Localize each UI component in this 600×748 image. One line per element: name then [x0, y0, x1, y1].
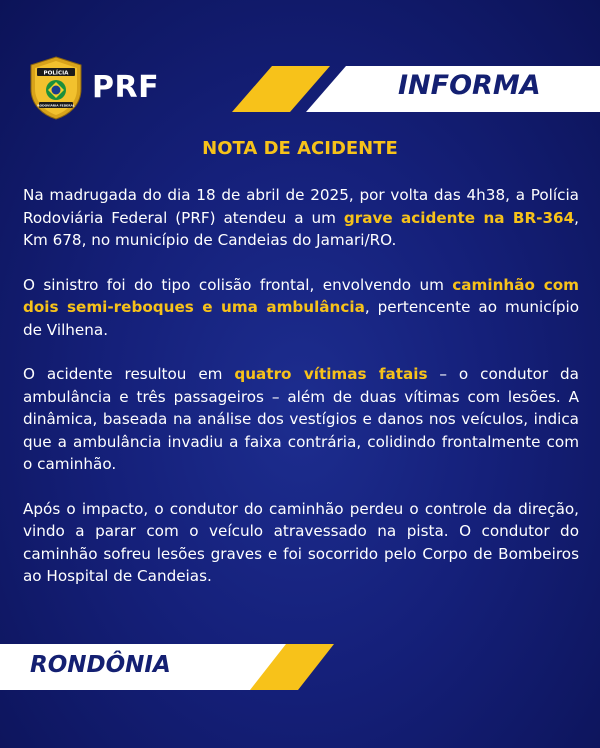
badge-bottom-text: RODOVIÁRIA FEDERAL — [37, 103, 75, 108]
highlight-victims: quatro vítimas fatais — [234, 365, 428, 383]
article-body — [23, 184, 579, 610]
highlight-vehicles: caminhão com dois semi-reboques e uma ambulância — [23, 275, 580, 316]
brand-name: PRF — [92, 70, 160, 105]
section-label: INFORMA — [398, 70, 541, 101]
paragraph-3: O acidente resultou em quatro vítimas fatais – o condutor da ambulância e três passageiros – além de duas vítimas com lesões. A dinâmica, baseada na análise dos vestígios e danos nos veículos, indica que a ambulância invadiu a faixa contrária, colidindo frontalmente com o caminhão. — [23, 365, 579, 473]
paragraph-4: Após o impacto, o condutor do caminhão perdeu o controle da direção, vindo a parar com o veículo atravessado na pista. O condutor do caminhão sofreu lesões graves e foi socorrido pelo Corpo de Bombeiros ao Hospital de Candeias. — [23, 499, 579, 585]
badge-top-text: POLÍCIA — [43, 70, 69, 77]
highlight-accident: grave acidente na BR-364 — [343, 208, 575, 227]
paragraph-2: O sinistro foi do tipo colisão frontal, envolvendo um caminhão com dois semi-reboques e uma ambulância, pertencente ao município de Vilhena. — [23, 275, 580, 339]
page-title: NOTA DE ACIDENTE — [202, 138, 398, 159]
region-label: RONDÔNIA — [30, 652, 171, 678]
paragraph-1: Na madrugada do dia 18 de abril de 2025, por volta das 4h38, a Polícia Rodoviária Federal (PRF) atendeu a um grave acidente na BR-364, Km 678, no município de Candeias do Jamari/RO. — [23, 186, 579, 249]
